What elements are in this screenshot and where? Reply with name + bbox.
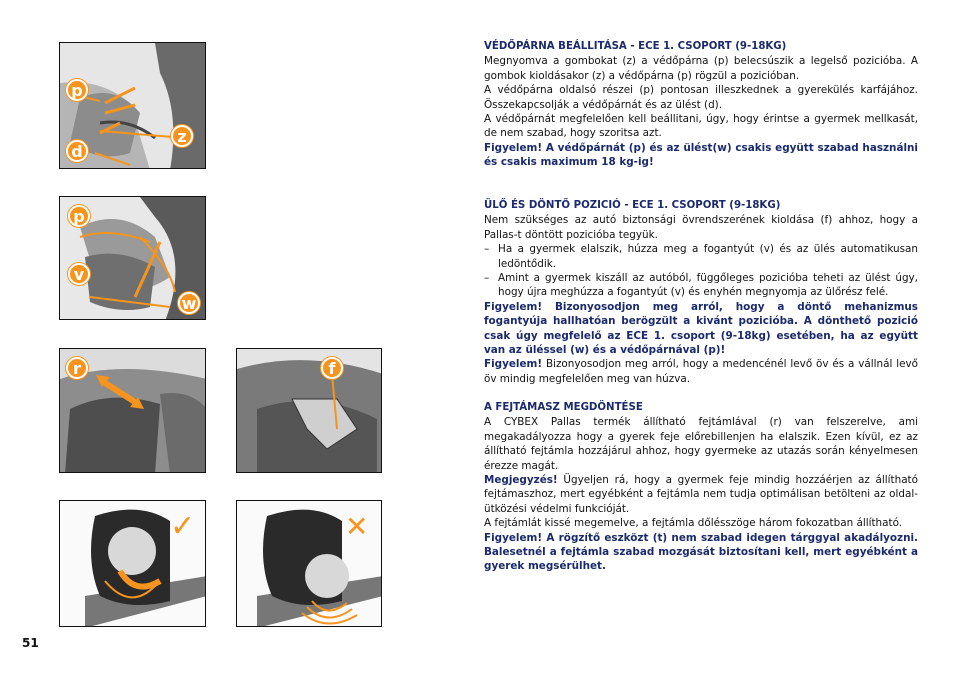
cross-icon: ✕ <box>345 510 369 543</box>
dash-bullet: – <box>484 243 490 256</box>
warning-text: Figyelem! A rögzítő eszközt (t) nem szabad idegen tárggyal akadályozni. Balesetnél a fejtámla szabad mozgását biztosítani kell, mert egyébként a gyerek megsérülhet. <box>484 531 918 573</box>
section-heading: A FEJTÁMASZ MEGDÖNTÉSE <box>484 402 643 413</box>
label-r-badge: r <box>66 357 88 379</box>
note-text: Bizonyosodjon meg arról, hogy a medencénél levő öv és a vállnál levő öv mindig megfelelően meg van húzva. <box>484 358 918 385</box>
page-number: 51 <box>22 636 39 650</box>
paragraph: A CYBEX Pallas termék állítható fejtámlával (r) van felszerelve, ami megakadályozza hogy a gyerek feje előrebillenjen ha elalszik. Ezen kívül, ez az állítható fejtámla hozzájárul ahhoz, hogy gyermeke az utazás során kényelmesen érezze magát. <box>484 416 918 472</box>
note-label: Megjegyzés! <box>484 474 558 487</box>
label-p-badge: p <box>66 79 88 101</box>
list-item <box>484 242 918 271</box>
checkmark-icon: ✓ <box>170 509 196 544</box>
section-heading: VÉDŐPÁRNA BEÁLLITÁSA - ECE 1. CSOPORT (9-18KG) <box>484 41 787 52</box>
label-f-badge: f <box>321 357 343 379</box>
label-p-badge: p <box>68 205 90 227</box>
label-v-badge: v <box>68 263 90 285</box>
section-heading: ÜLŐ ÉS DÖNTŐ POZICIÓ - ECE 1. CSOPORT (9-18KG) <box>484 200 781 211</box>
figure-correct-headrest <box>59 500 206 627</box>
section-recline-position <box>484 199 918 386</box>
dash-bullet: – <box>484 272 490 285</box>
list-item-text: Amint a gyermek kiszáll az autóból, függőleges pozicióba teheti az ülést úgy, hogy újra meghúzza a fogantyút (v) és enyhén megnyomja az ülőrész felé. <box>498 272 918 299</box>
label-w-badge: w <box>178 292 200 314</box>
note-label: Figyelem! <box>484 358 543 371</box>
figure-locking-device <box>236 348 382 473</box>
list-item-text: Ha a gyermek elalszik, húzza meg a fogantyút (v) és az ülés automatikusan ledöntődik. <box>498 243 918 270</box>
note-paragraph <box>484 357 918 386</box>
paragraph: Nem szükséges az autó biztonsági övrendszerének kioldása (f) ahhoz, hogy a Pallas-t döntött pozicióba tegyük. <box>484 214 918 241</box>
incorrect-illustration <box>237 501 382 627</box>
section-headrest <box>484 401 918 574</box>
paragraph: Megnyomva a gombokat (z) a védőpárna (p) belecsúszik a legelső pozicióba. A gombok kioldásakor (z) a védőpárna (p) rögzül a pozicióban. <box>484 55 918 82</box>
paragraph: A védőpárna oldalsó részei (p) pontosan illeszkednek a gyerekülés karfájához. Összekapcsolják a védőpárnát és az ülést (d). <box>484 84 918 111</box>
note-paragraph <box>484 473 918 516</box>
figure-recline-position <box>59 196 206 320</box>
correct-illustration <box>60 501 206 627</box>
locking-illustration <box>237 349 382 473</box>
figure-headrest-adjust <box>59 348 206 473</box>
figure-protection-cushion <box>59 42 206 169</box>
label-d-badge: d <box>66 140 88 162</box>
section-protection-cushion <box>484 40 918 170</box>
paragraph: A fejtámlát kissé megemelve, a fejtámla dőlésszöge három fokozatban állítható. <box>484 517 903 530</box>
warning-text: Figyelem! Bizonyosodjon meg arról, hogy a döntő mehanizmus fogantyúja hallhatóan berögzült a kivánt pozicióba. A dönthető pozició csak úgy megfelelő az ECE 1. csoport (9-18kg) esetében, ha az együtt van az üléssel (w) és a védőpárnával (p)! <box>484 300 918 357</box>
label-z-badge: z <box>171 125 193 147</box>
list-item <box>484 271 918 300</box>
paragraph: A védőpárnát megfelelően kell beállitani, úgy, hogy érintse a gyermek mellkasát, de nem szabad, hogy szoritsa azt. <box>484 113 918 140</box>
warning-text: Figyelem! A védőpárnát (p) és az ülést(w) csakis együtt szabad használni és csakis maximum 18 kg-ig! <box>484 141 918 169</box>
figure-incorrect-headrest <box>236 500 382 627</box>
note-text: Ügyeljen rá, hogy a gyermek feje mindig hozzáérjen az állítható fejtámaszhoz, mert egyébként a fejtámla nem tudja optimálisan betölteni az oldal-ütközési védelmi funkcióját. <box>484 474 918 515</box>
